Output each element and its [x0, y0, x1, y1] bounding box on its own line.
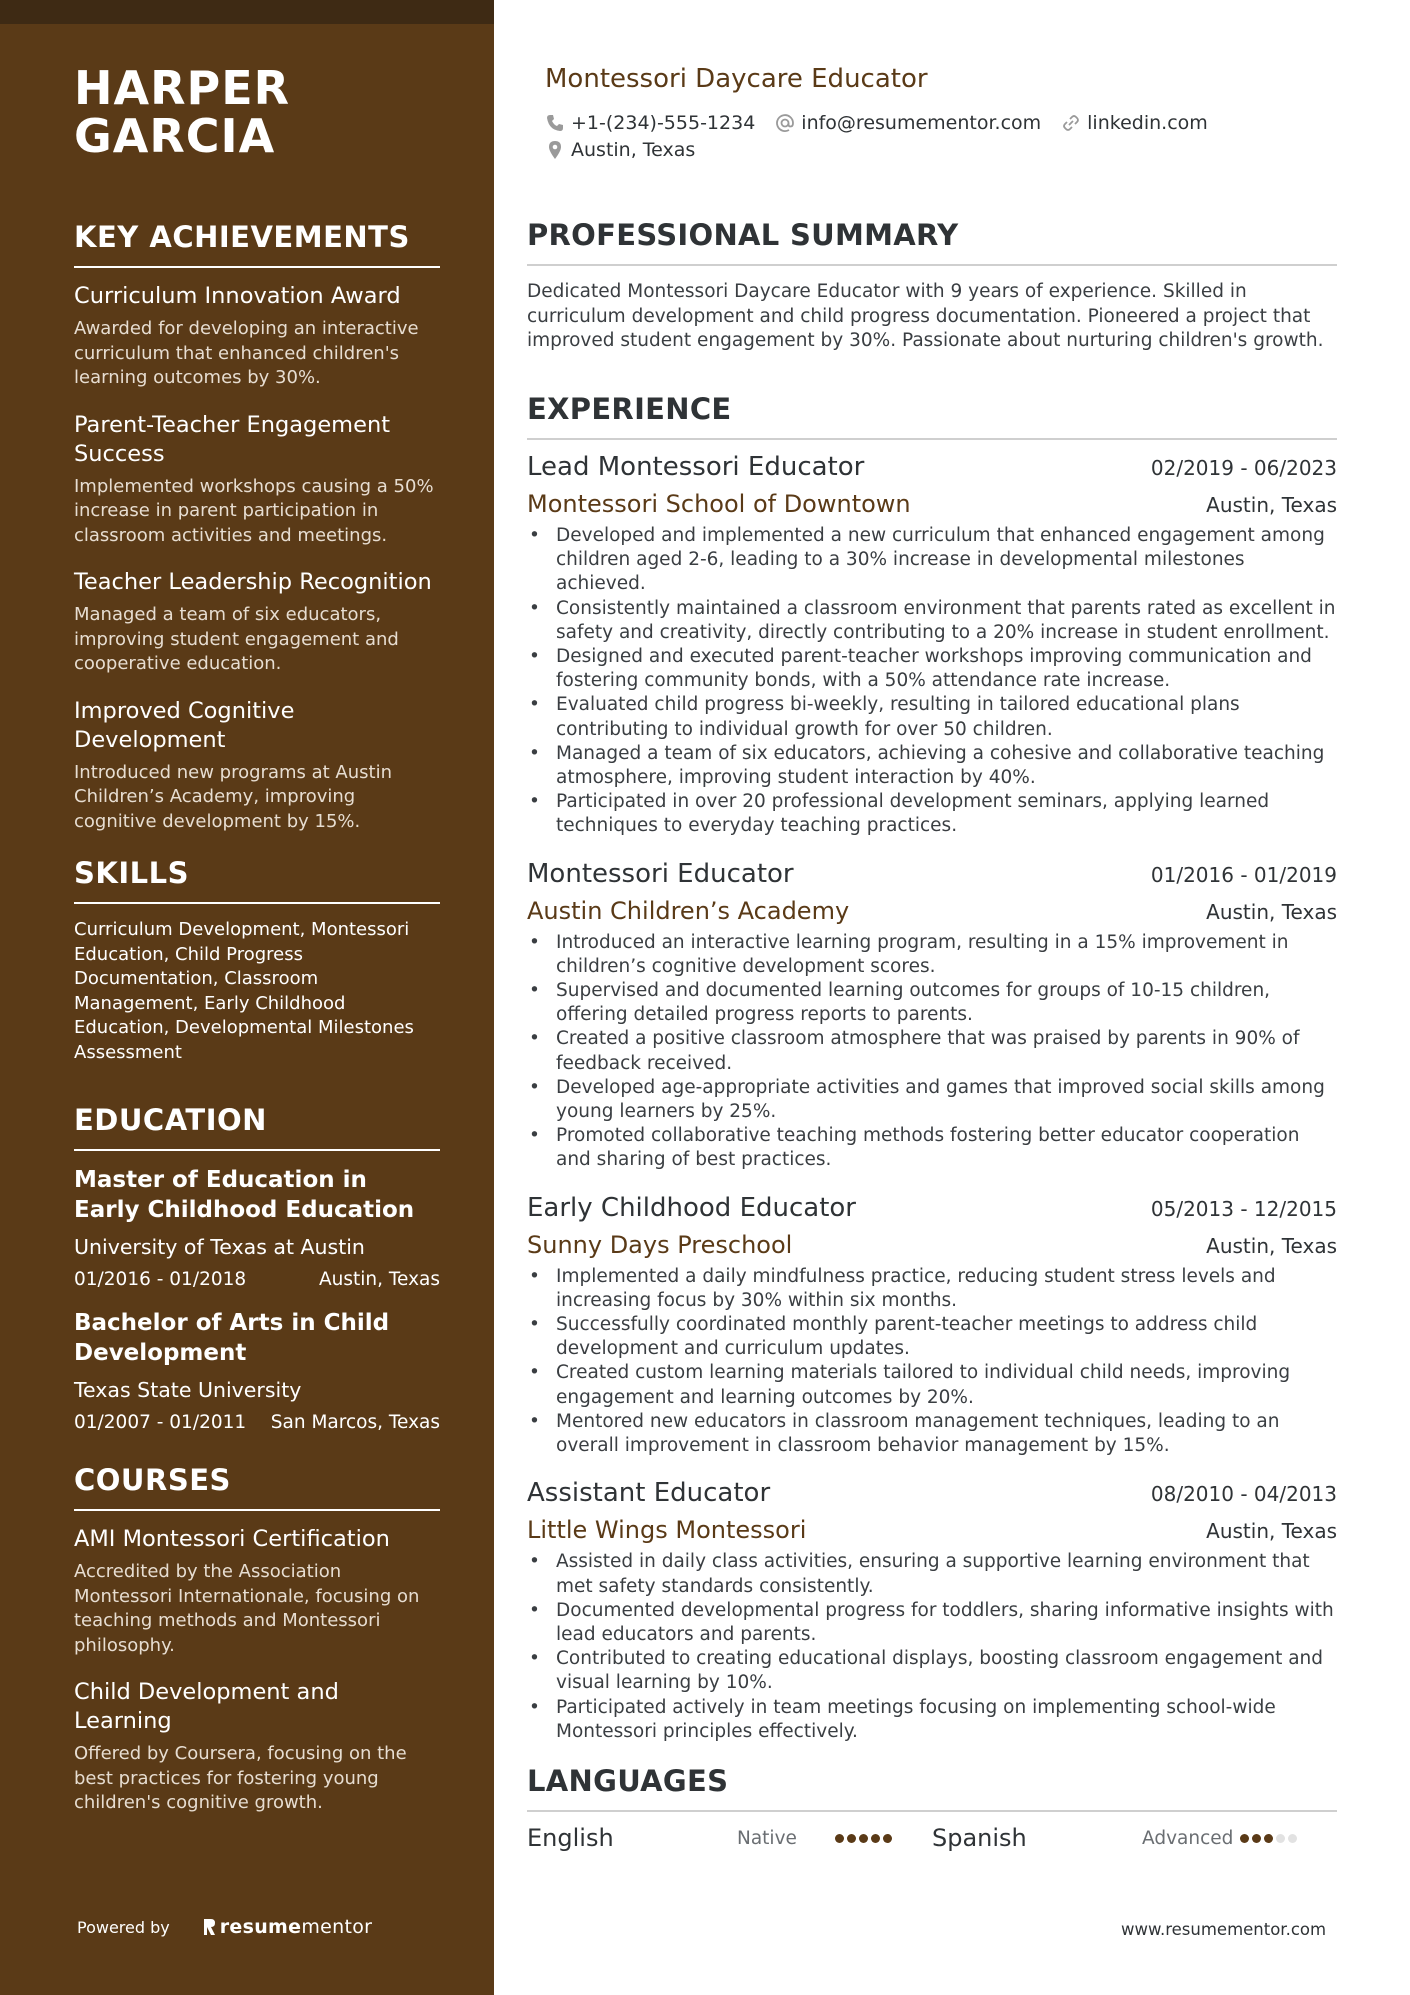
job-bullet: • Managed a team of six educators, achieving a cohesive and collaborative teaching atmosphere, improving student interaction by 40%.: [527, 742, 1337, 790]
courses-list: [74, 1525, 440, 1816]
course-item: [74, 1678, 440, 1816]
experience-heading: EXPERIENCE: [527, 392, 1337, 440]
achievements-heading: KEY ACHIEVEMENTS: [74, 220, 440, 268]
education-section: [74, 1103, 440, 1433]
job-bullet: • Participated actively in team meetings focusing on implementing school-wide Montessori principles effectively.: [527, 1696, 1337, 1744]
course-title: Child Development and Learning: [74, 1679, 339, 1734]
job-location: Austin, Texas: [1206, 493, 1337, 517]
language-item: [932, 1824, 1337, 1852]
candidate-name: [74, 61, 440, 163]
email-text: info@resumementor.com: [801, 112, 1042, 134]
job-location: Austin, Texas: [1206, 899, 1337, 924]
achievement-description: Implemented workshops causing a 50% increase in parent participation in classroom activities and meetings.: [74, 475, 434, 546]
job-dates: 01/2016 - 01/2019: [1150, 862, 1337, 887]
language-level: Advanced: [1142, 1827, 1234, 1849]
sidebar-top-band: [0, 0, 494, 24]
job-entry: [527, 1193, 1337, 1459]
phone-icon: [545, 113, 565, 133]
job-bullets: [527, 931, 1337, 1173]
job-title: Montessori Educator: [527, 858, 794, 889]
rating-dot-empty: [1276, 1834, 1285, 1843]
course-title: AMI Montessori Certification: [74, 1526, 390, 1552]
job-location: Austin, Texas: [1206, 1519, 1337, 1544]
course-item: [74, 1525, 440, 1658]
contact-row-2: [545, 139, 715, 161]
achievement-item: [74, 568, 440, 677]
course-description: Offered by Coursera, focusing on the best practices for fostering young children's cognitive growth.: [74, 1743, 407, 1813]
achievement-item: [74, 411, 440, 549]
skills-heading: SKILLS: [74, 856, 440, 904]
job-entry: [527, 1478, 1337, 1744]
job-company: Little Wings Montessori: [527, 1516, 807, 1545]
job-header: [527, 452, 1337, 482]
rating-dot-filled: [847, 1834, 856, 1843]
rating-dot-filled: [1264, 1834, 1273, 1843]
skills-section: [74, 856, 440, 1065]
resumementor-logo[interactable]: [202, 1916, 373, 1938]
job-location: Austin, Texas: [1206, 1233, 1337, 1258]
summary-text: Dedicated Montessori Daycare Educator with 9 years of experience. Skilled in curriculum development and child progress documentation. Pioneered a project that improved student engagement by 30%. Passionate about nurturing children's growth.: [527, 281, 1324, 351]
job-bullet: • Promoted collaborative teaching methods fostering better educator cooperation and sharing of best practices.: [527, 1124, 1337, 1172]
job-bullet: • Developed age-appropriate activities and games that improved social skills among young learners by 25%.: [527, 1076, 1337, 1124]
languages-section: [527, 1764, 1337, 1852]
job-target-title: Montessori Daycare Educator: [545, 64, 928, 94]
language-item: [527, 1824, 932, 1852]
job-bullet: • Evaluated child progress bi-weekly, resulting in tailored educational plans contributing to individual growth for over 50 children.: [527, 693, 1337, 741]
courses-section: [74, 1463, 440, 1816]
language-rating: [835, 1834, 892, 1843]
rating-dot-filled: [1240, 1834, 1249, 1843]
job-bullets: [527, 524, 1337, 839]
education-dates: 01/2016 - 01/2018: [74, 1269, 247, 1290]
footer-website[interactable]: www.resumementor.com: [1121, 1920, 1327, 1939]
location-contact: [545, 139, 695, 161]
rating-dot-empty: [1288, 1834, 1297, 1843]
sidebar: [0, 0, 494, 1995]
education-degree: Master of Education in Early Childhood Education: [74, 1167, 415, 1223]
experience-section: [527, 392, 1337, 1744]
achievements-section: [74, 220, 440, 834]
rating-dot-filled: [835, 1834, 844, 1843]
rating-dot-filled: [871, 1834, 880, 1843]
job-title: Early Childhood Educator: [527, 1192, 856, 1223]
job-bullet: • Implemented a daily mindfulness practice, reducing student stress levels and increasing focus by 30% within six months.: [527, 1265, 1337, 1313]
education-item: [74, 1308, 440, 1433]
courses-heading: COURSES: [74, 1463, 440, 1511]
job-bullet: • Introduced an interactive learning program, resulting in a 15% improvement in children’s cognitive development scores.: [527, 931, 1337, 979]
language-rating: [1240, 1834, 1297, 1843]
job-bullet: • Mentored new educators in classroom management techniques, leading to an overall improvement in classroom behavior management by 15%.: [527, 1410, 1337, 1458]
job-title: Assistant Educator: [527, 1478, 771, 1509]
job-bullets: [527, 1265, 1337, 1459]
phone-contact[interactable]: [545, 112, 755, 134]
education-list: [74, 1165, 440, 1433]
sidebar-content: [74, 61, 440, 1836]
languages-row: [527, 1824, 1337, 1852]
brand-bold: resume: [219, 1916, 302, 1938]
course-description: Accredited by the Association Montessori Internationale, focusing on teaching methods and Montessori philosophy.: [74, 1561, 420, 1656]
job-bullet: • Supervised and documented learning outcomes for groups of 10-15 children, offering detailed progress reports to parents.: [527, 979, 1337, 1027]
at-icon: [775, 113, 795, 133]
education-dates: 01/2007 - 01/2011: [74, 1412, 247, 1433]
job-bullet: • Designed and executed parent-teacher workshops improving communication and fostering community bonds, with a 50% attendance rate increase.: [527, 645, 1337, 693]
achievement-title: Parent-Teacher Engagement Success: [74, 411, 391, 467]
job-subheader: [527, 897, 1337, 925]
achievement-title: Teacher Leadership Recognition: [74, 569, 432, 595]
job-bullet: • Created a positive classroom atmosphere that was praised by parents in 90% of feedback received.: [527, 1027, 1337, 1075]
link-icon: [1061, 113, 1081, 133]
education-meta: [74, 1412, 440, 1433]
achievement-title: Improved Cognitive Development: [74, 697, 295, 753]
job-bullet: • Participated in over 20 professional development seminars, applying learned techniques to everyday teaching practices.: [527, 790, 1337, 838]
language-name: English: [527, 1824, 614, 1852]
job-header: [527, 1193, 1337, 1223]
job-bullet: • Documented developmental progress for toddlers, sharing informative insights with lead educators and parents.: [527, 1599, 1337, 1647]
job-dates: 02/2019 - 06/2023: [1150, 456, 1337, 480]
rating-dot-filled: [859, 1834, 868, 1843]
job-company: Montessori School of Downtown: [527, 490, 911, 518]
summary-heading: PROFESSIONAL SUMMARY: [527, 218, 1337, 266]
job-dates: 08/2010 - 04/2013: [1150, 1482, 1337, 1507]
achievement-description: Introduced new programs at Austin Children’s Academy, improving cognitive development by 15%.: [74, 761, 392, 832]
brand-light: mentor: [301, 1916, 373, 1938]
location-pin-icon: [545, 140, 565, 160]
powered-by-label: Powered by: [77, 1917, 170, 1937]
job-bullet: • Successfully coordinated monthly parent-teacher meetings to address child development and curriculum updates.: [527, 1313, 1337, 1361]
rating-dot-filled: [1252, 1834, 1261, 1843]
achievement-item: [74, 697, 440, 835]
location-text: Austin, Texas: [571, 139, 696, 161]
job-entry: [527, 859, 1337, 1173]
powered-by: [77, 1916, 372, 1938]
achievements-list: [74, 282, 440, 834]
job-entry: [527, 452, 1337, 839]
job-bullet: • Assisted in daily class activities, ensuring a supportive learning environment that met safety standards consistently.: [527, 1550, 1337, 1598]
job-title: Lead Montessori Educator: [527, 452, 865, 482]
education-location: Austin, Texas: [318, 1269, 440, 1290]
job-bullet: • Contributed to creating educational displays, boosting classroom engagement and visual learning by 10%.: [527, 1647, 1337, 1695]
job-bullet: • Developed and implemented a new curriculum that enhanced engagement among children aged 2-6, leading to a 30% increase in developmental milestones achieved.: [527, 524, 1337, 597]
job-subheader: [527, 1231, 1337, 1259]
rating-dot-filled: [883, 1834, 892, 1843]
job-subheader: [527, 490, 1337, 518]
education-item: [74, 1165, 440, 1290]
education-heading: EDUCATION: [74, 1103, 440, 1151]
first-name: HARPER: [74, 61, 291, 115]
language-level: Native: [737, 1827, 797, 1849]
email-contact[interactable]: [775, 112, 1041, 134]
achievement-description: Managed a team of six educators, improving student engagement and cooperative education.: [74, 604, 399, 674]
linkedin-text: linkedin.com: [1087, 112, 1208, 134]
job-dates: 05/2013 - 12/2015: [1150, 1196, 1337, 1221]
skills-text: Curriculum Development, Montessori Education, Child Progress Documentation, Classroom Management, Early Childhood Education, Developmental Milestones Assessment: [74, 919, 414, 1063]
job-header: [527, 1478, 1337, 1508]
phone-text: +1-(234)-555-1234: [571, 112, 756, 134]
summary-section: [527, 218, 1337, 354]
education-location: San Marcos, Texas: [270, 1412, 440, 1433]
education-degree: Bachelor of Arts in Child Development: [74, 1310, 390, 1366]
job-header: [527, 859, 1337, 889]
linkedin-contact[interactable]: [1061, 112, 1208, 134]
job-bullet: • Consistently maintained a classroom environment that parents rated as excellent in safety and creativity, directly contributing to a 20% increase in student enrollment.: [527, 597, 1337, 645]
education-school: University of Texas at Austin: [74, 1235, 365, 1259]
language-name: Spanish: [932, 1824, 1027, 1852]
education-school: Texas State University: [74, 1378, 302, 1402]
education-meta: [74, 1269, 440, 1290]
achievement-item: [74, 282, 440, 391]
languages-heading: LANGUAGES: [527, 1764, 1337, 1812]
job-company: Sunny Days Preschool: [527, 1230, 793, 1259]
experience-list: [527, 452, 1337, 1744]
job-bullet: • Created custom learning materials tailored to individual child needs, improving engagement and learning outcomes by 20%.: [527, 1361, 1337, 1409]
job-bullets: [527, 1550, 1337, 1744]
last-name: GARCIA: [74, 109, 276, 163]
job-company: Austin Children’s Academy: [527, 896, 850, 925]
contact-row-1: [545, 112, 1228, 134]
achievement-title: Curriculum Innovation Award: [74, 283, 401, 309]
achievement-description: Awarded for developing an interactive curriculum that enhanced children's learning outcomes by 30%.: [74, 318, 419, 388]
resumementor-logo-icon: [202, 1917, 216, 1937]
job-subheader: [527, 1516, 1337, 1544]
